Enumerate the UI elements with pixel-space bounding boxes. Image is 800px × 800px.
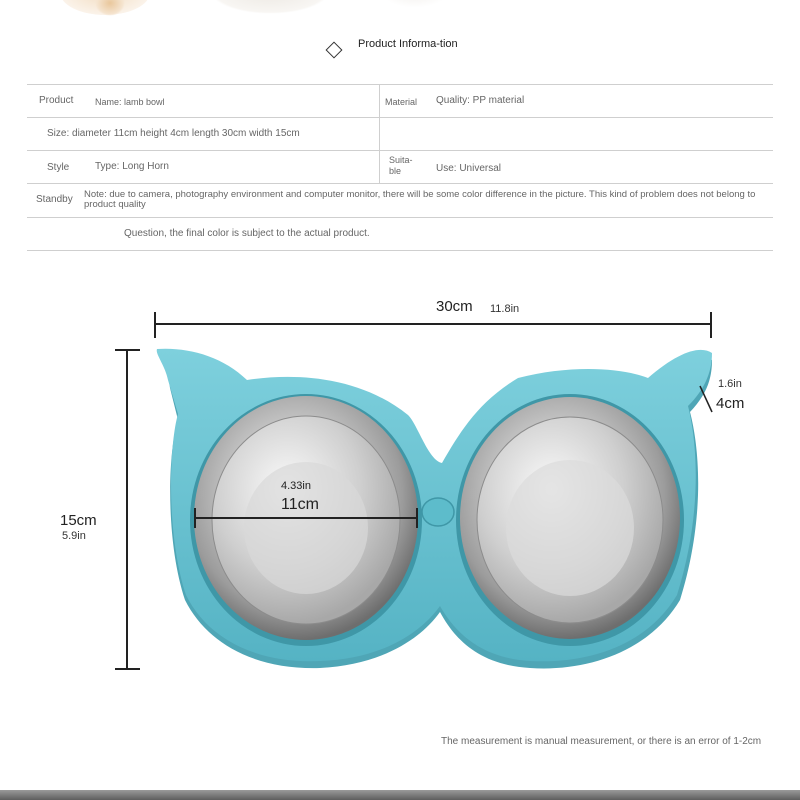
length-in-label: 11.8in [490, 303, 520, 315]
question-note: Question, the final color is subject to the actual product. [124, 228, 370, 239]
size-value: Size: diameter 11cm height 4cm length 30cm width 15cm [47, 128, 300, 139]
product-name: Name: lamb bowl [95, 97, 165, 107]
bottom-bar [0, 790, 800, 800]
width-dimension [60, 350, 140, 669]
center-knob [422, 498, 454, 526]
height-cm-label: 4cm [716, 395, 745, 412]
measurement-note: The measurement is manual measurement, or there is an error of 1-2cm [441, 736, 762, 747]
diameter-in-label: 4.33in [281, 480, 311, 492]
material-label: Material [385, 97, 418, 107]
style-label: Style [47, 162, 70, 173]
standby-note: Note: due to camera, photography environment and computer monitor, there will be some color difference in the picture. This kind of problem does not belong to product quality [84, 189, 756, 210]
material-quality: Quality: PP material [436, 95, 525, 106]
lamb-bowl-image [157, 349, 712, 669]
right-bowl-bottom [506, 460, 634, 596]
use-value: Use: Universal [436, 163, 502, 174]
standby-label: Standby [36, 194, 73, 205]
suitable-label: Suita-ble [389, 155, 413, 176]
height-line [700, 386, 712, 412]
width-in-label: 5.9in [62, 530, 86, 542]
diameter-cm-label: 11cm [281, 496, 319, 513]
style-type: Type: Long Horn [95, 161, 169, 172]
section-title: Product Informa-tion [358, 38, 458, 50]
width-cm-label: 15cm [60, 512, 97, 529]
length-cm-label: 30cm [436, 298, 473, 315]
length-dimension [155, 298, 711, 338]
height-in-label: 1.6in [718, 378, 742, 390]
product-label: Product [39, 95, 74, 106]
